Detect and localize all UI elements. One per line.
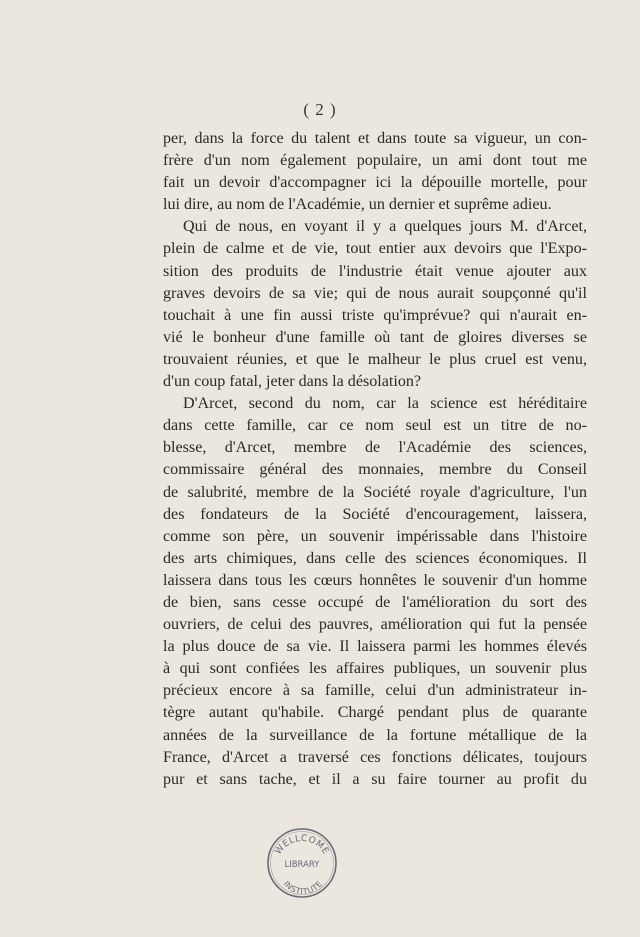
stamp-middle-text: LIBRARY xyxy=(284,860,320,870)
text-line: dans cette famille, car ce nom seul est un titre de no- xyxy=(163,417,587,435)
text-line: trouvaient réunies, et que le malheur le plus cruel est venu, xyxy=(163,350,587,368)
text-line: laissera dans tous les cœurs honnêtes le souvenir d'un homme xyxy=(163,571,587,589)
text-line: années de la surveillance de la fortune métallique de la xyxy=(163,726,587,744)
stamp-top-text: WELLCOME xyxy=(273,833,331,857)
text-line: frère d'un nom également populaire, un ami dont tout me xyxy=(163,152,587,170)
text-line: commissaire général des monnaies, membre du Conseil xyxy=(163,461,587,479)
text-line: per, dans la force du talent et dans toute sa vigueur, un con- xyxy=(163,130,587,147)
text-line: France, d'Arcet a traversé ces fonctions délicates, toujours xyxy=(163,748,587,766)
text-line: fait un devoir d'accompagner ici la dépouille mortelle, pour xyxy=(163,174,587,192)
text-line: des arts chimiques, dans celle des sciences économiques. Il xyxy=(163,549,587,567)
text-line: à qui sont confiées les affaires publiques, un souvenir plus xyxy=(163,660,587,678)
body-text xyxy=(163,128,587,791)
text-line: de salubrité, membre de la Société royale d'agriculture, l'un xyxy=(163,483,587,501)
text-line: comme son père, un souvenir impérissable dans l'histoire xyxy=(163,527,587,545)
text-line: pur et sans tache, et il a su faire tourner au profit du xyxy=(163,770,587,788)
text-line: D'Arcet, second du nom, car la science est héréditaire xyxy=(183,395,587,413)
text-line: plein de calme et de vie, tout entier aux devoirs que l'Expo- xyxy=(163,240,587,258)
text-line: lui dire, au nom de l'Académie, un dernier et suprême adieu. xyxy=(163,196,552,214)
text-line: d'un coup fatal, jeter dans la désolation? xyxy=(163,373,422,391)
text-line: la plus douce de sa vie. Il laissera parmi les hommes élevés xyxy=(163,638,587,656)
library-stamp-icon xyxy=(265,826,339,900)
text-line: vié le bonheur d'une famille où tant de gloires diverses se xyxy=(163,328,587,346)
library-stamp xyxy=(265,826,339,900)
text-line: graves devoirs de sa vie; qui de nous aurait soupçonné qu'il xyxy=(163,284,587,302)
page-number: ( 2 ) xyxy=(303,100,337,119)
text-line: touchait à une fin aussi triste qu'imprévue? qui n'aurait en- xyxy=(163,306,587,324)
text-line: ouvriers, de celui des pauvres, amélioration qui fut la pensée xyxy=(163,616,587,634)
stamp-bottom-text: INSTITUTE xyxy=(281,879,325,897)
text-line: précieux encore à sa famille, celui d'un administrateur in- xyxy=(163,682,587,700)
text-line: blesse, d'Arcet, membre de l'Académie des sciences, xyxy=(163,439,587,457)
text-line: de bien, sans cesse occupé de l'amélioration du sort des xyxy=(163,593,587,611)
text-line: Qui de nous, en voyant il y a quelques jours M. d'Arcet, xyxy=(183,218,587,236)
text-line: des fondateurs de la Société d'encouragement, laissera, xyxy=(163,505,587,523)
text-line: tègre autant qu'habile. Chargé pendant plus de quarante xyxy=(163,704,587,722)
text-line: sition des produits de l'industrie était venue ajouter aux xyxy=(163,262,587,280)
